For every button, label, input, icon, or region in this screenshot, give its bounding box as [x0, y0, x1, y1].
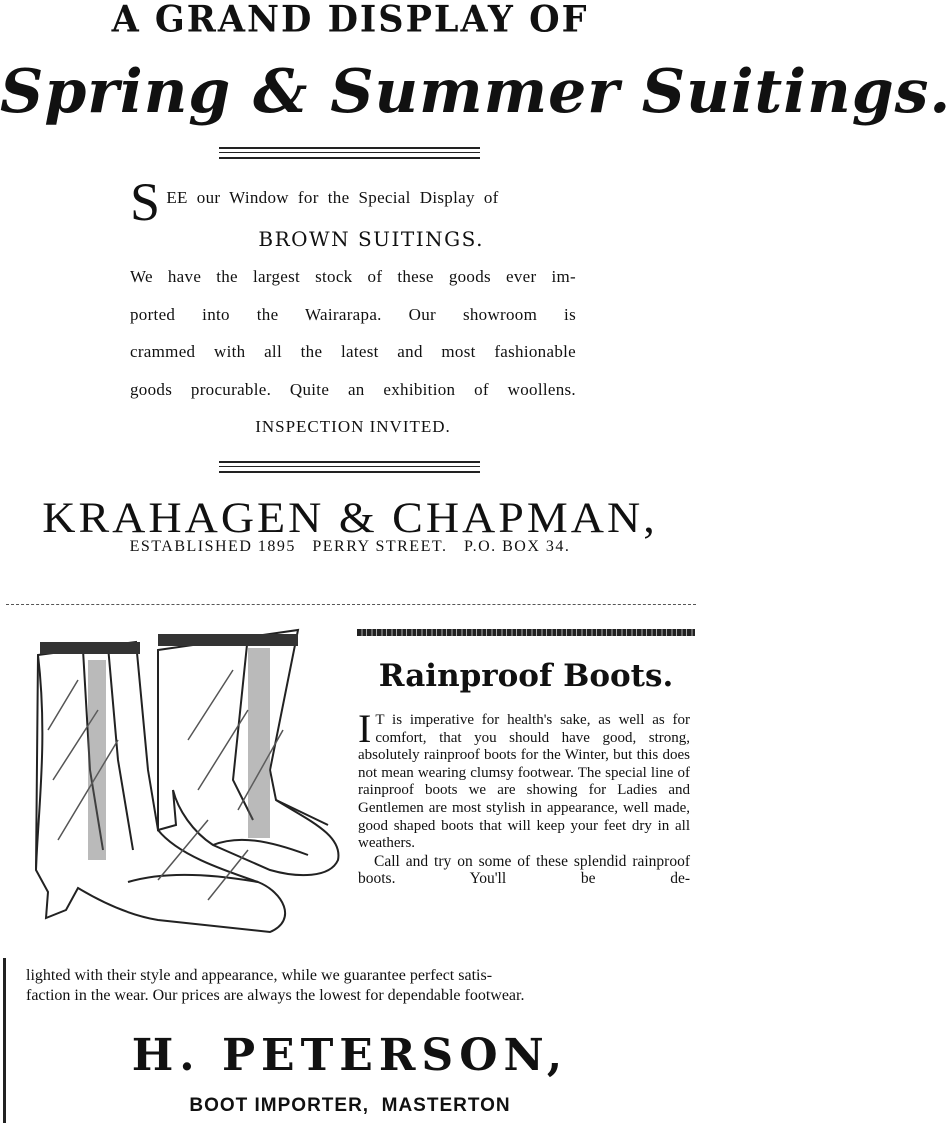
dropcap-i: I — [358, 706, 372, 751]
boot-importer-tagline: BOOT IMPORTER, MASTERTON — [189, 1095, 511, 1116]
double-rule-top-3 — [219, 157, 480, 159]
double-rule-mid-3 — [219, 471, 480, 473]
ad-header-grand-display: A GRAND DISPLAY OF — [111, 0, 589, 41]
inspection-invited: INSPECTION INVITED. — [255, 417, 451, 436]
brown-suitings-subhead: BROWN SUITINGS. — [258, 227, 484, 251]
ad1-intro-line — [130, 172, 576, 232]
double-rule-top-2 — [219, 152, 480, 153]
para1-text: T is imperative for health's sake, as well as for comfort, that you should have good, strong, absolutely rainproof boots for the Winter, but this does not mean wearing clumsy footwear. The special line of rainproof boots we are showing for Ladies and Gentlemen are most stylish in appearance, well made, good shaped boots that will keep your feet dry in all weathers. — [358, 712, 690, 852]
boots-drawing — [8, 620, 353, 940]
peterson-name: H. PETERSON, — [131, 1030, 569, 1081]
established-line: ESTABLISHED 1895 PERRY STREET. P.O. BOX 34. — [129, 538, 571, 555]
rainproof-body — [358, 706, 690, 888]
rainproof-continuation — [26, 966, 712, 1006]
dropcap-s: S — [130, 172, 161, 232]
double-rule-mid-1 — [219, 461, 480, 463]
ad1-intro-text: EE our Window for the Special Display of — [166, 188, 499, 207]
ad1-body — [130, 172, 576, 446]
double-rule-top-1 — [219, 147, 480, 149]
decorative-bar — [357, 629, 695, 636]
rainproof-boots-title: Rainproof Boots. — [378, 658, 674, 694]
ad1-body-line-4: goods procurable. Quite an exhibition of woollens. — [130, 379, 576, 399]
ad1-body-line-3: crammed with all the latest and most fashionable — [130, 342, 576, 361]
ad-header-spring-summer: Spring & Summer Suitings. — [0, 57, 951, 127]
rainproof-paragraph-1 — [358, 706, 690, 853]
firm-name: KRAHAGEN & CHAPMAN, — [42, 493, 658, 542]
boots-illustration — [8, 620, 353, 940]
ad-separator — [6, 604, 696, 605]
rainproof-paragraph-2-start: Call and try on some of these splendid rainproof boots. You'll be de- — [358, 852, 690, 888]
ad1-body-line-2: ported into the Wairarapa. Our showroom is — [130, 304, 576, 324]
ad1-body-line-1: We have the largest stock of these goods ever im- — [130, 267, 576, 286]
continuation-line-2: faction in the wear. Our prices are always the lowest for dependable footwear. — [26, 987, 525, 1004]
continuation-line-1: lighted with their style and appearance, while we guarantee perfect satis- — [26, 967, 493, 984]
double-rule-mid-2 — [219, 466, 480, 467]
